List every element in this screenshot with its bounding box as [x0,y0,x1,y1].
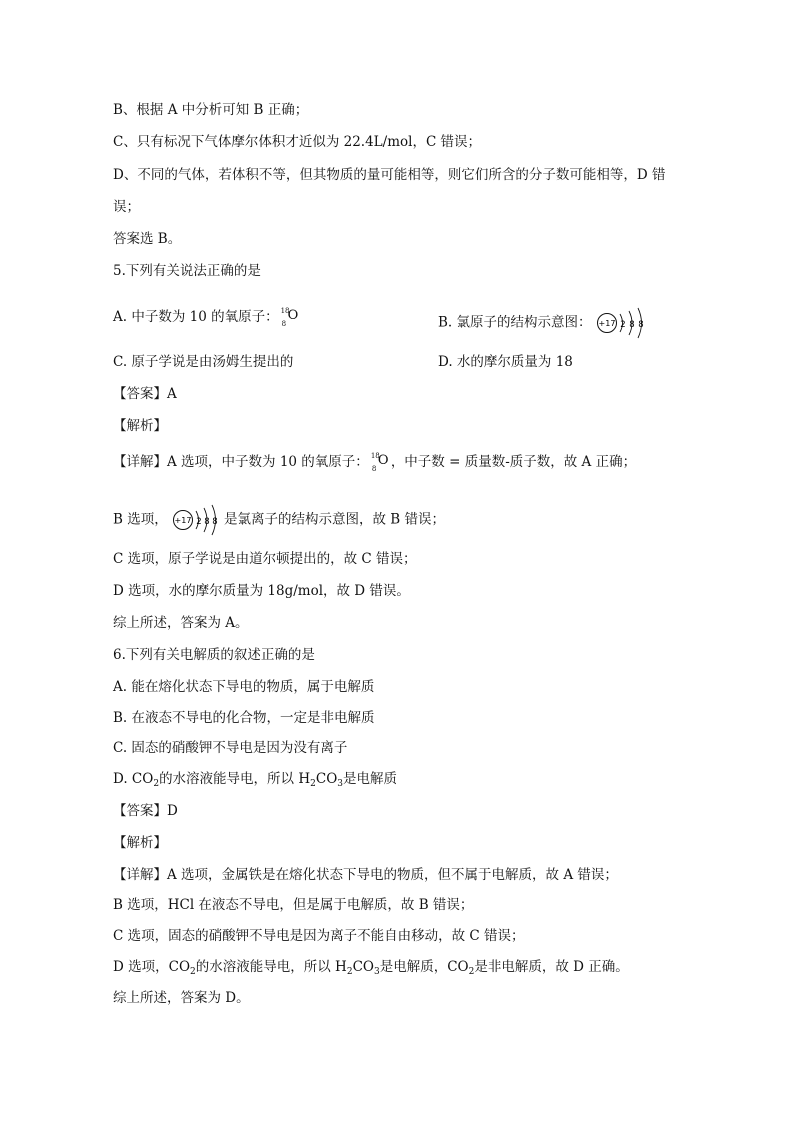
element-symbol: O [287,308,299,323]
subscript: 2 [346,967,353,977]
q6-option-a: A. 能在熔化状态下导电的物质，属于电解质 [113,679,375,695]
q5-option-b [438,306,652,340]
detail-text: 【详解】A 选项，中子数为 10 的氧原子： [113,454,369,470]
nucleus-charge: +17 [174,516,192,525]
q6-option-b: B. 在液态不导电的化合物，一定是非电解质 [113,710,375,726]
shell-electrons: 8 [629,320,635,330]
analysis-label: 【解析】 [113,418,167,434]
subscript: 2 [190,967,196,977]
q5-summary: 综上所述，答案为 A。 [113,615,249,631]
mass-number: 18 [280,307,290,315]
shell-electrons: 8 [212,517,218,527]
detail-text: 是电解质，CO [379,959,469,975]
oxygen-nuclide-symbol [369,451,391,473]
q6-summary: 综上所述，答案为 D。 [113,990,250,1006]
q6-detail-b: B 选项，HCl 在液态不导电，但是属于电解质，故 B 错误； [113,897,474,913]
detail-text: CO [352,959,374,975]
mass-number: 18 [370,452,380,460]
subscript: 3 [337,779,344,789]
nucleus-charge: +17 [598,319,616,328]
option-text: 的水溶液能导电，所以 H [159,771,311,787]
option-text: B. 氯原子的结构示意图： [438,314,592,331]
q5-detail-b [113,503,445,537]
q5-detail-c: C 选项，原子学说是由道尔顿提出的，故 C 错误； [113,551,417,567]
q6-option-d [113,770,397,788]
subscript: 2 [310,779,316,789]
shell-electrons: 2 [196,517,202,527]
detail-text: ，中子数 = 质量数-质子数，故 A 正确； [390,454,637,470]
analysis-label: 【解析】 [113,835,167,851]
formula-text: CO [315,771,338,787]
text-line: 答案选 B。 [113,231,182,247]
formula-text: D. CO [113,771,154,787]
chlorine-atom-structure-diagram [596,306,652,340]
option-text: A. 中子数为 10 的氧原子： [113,309,279,325]
question-5-stem: 5.下列有关说法正确的是 [113,263,261,279]
detail-text: 的水溶液能导电，所以 H [195,959,347,975]
shell-electrons: 8 [638,320,644,330]
detail-text: B 选项， [113,511,168,528]
answer-label: 【答案】D [113,803,178,819]
text-line: C、只有标况下气体摩尔体积才近似为 22.4L/mol，C 错误； [113,134,482,150]
oxygen-nuclide-symbol [279,306,301,328]
text-line: D、不同的气体，若体积不等，但其物质的量可能相等，则它们所含的分子数可能相等，D 错 [113,167,666,183]
q5-detail-d: D 选项，水的摩尔质量为 18g/mol，故 D 错误。 [113,583,410,599]
option-text: 是电解质 [343,771,398,787]
subscript: 2 [468,967,475,977]
text-line: 误； [113,199,140,215]
chloride-ion-structure-diagram [172,503,224,537]
q5-option-c: C. 原子学说是由汤姆生提出的 [113,354,294,370]
shell-electrons: 8 [204,517,210,527]
detail-text: 是氯离子的结构示意图，故 B 错误； [224,511,446,528]
subscript: 3 [373,967,380,977]
q5-option-a [113,306,301,326]
q6-detail-c: C 选项，固态的硝酸钾不导电是因为离子不能自由移动，故 C 错误； [113,928,525,944]
q6-option-c: C. 固态的硝酸钾不导电是因为没有离子 [113,740,348,756]
subscript: 2 [153,779,160,789]
q5-option-d: D. 水的摩尔质量为 18 [438,354,573,370]
q6-detail-d [113,958,629,976]
answer-label: 【答案】A [113,386,177,402]
atomic-number: 8 [281,320,287,328]
text-line: B、根据 A 中分析可知 B 正确； [113,102,309,118]
atomic-number: 8 [371,465,377,473]
element-symbol: O [377,453,389,468]
detail-text: 是非电解质，故 D 正确。 [474,959,629,975]
detail-text: D 选项，CO [113,959,191,975]
question-6-stem: 6.下列有关电解质的叙述正确的是 [113,647,315,663]
q5-detail-a [113,451,636,471]
q6-detail-a: 【详解】A 选项，金属铁是在熔化状态下导电的物质，但不属于电解质，故 A 错误； [113,867,618,883]
shell-electrons: 2 [620,320,626,330]
